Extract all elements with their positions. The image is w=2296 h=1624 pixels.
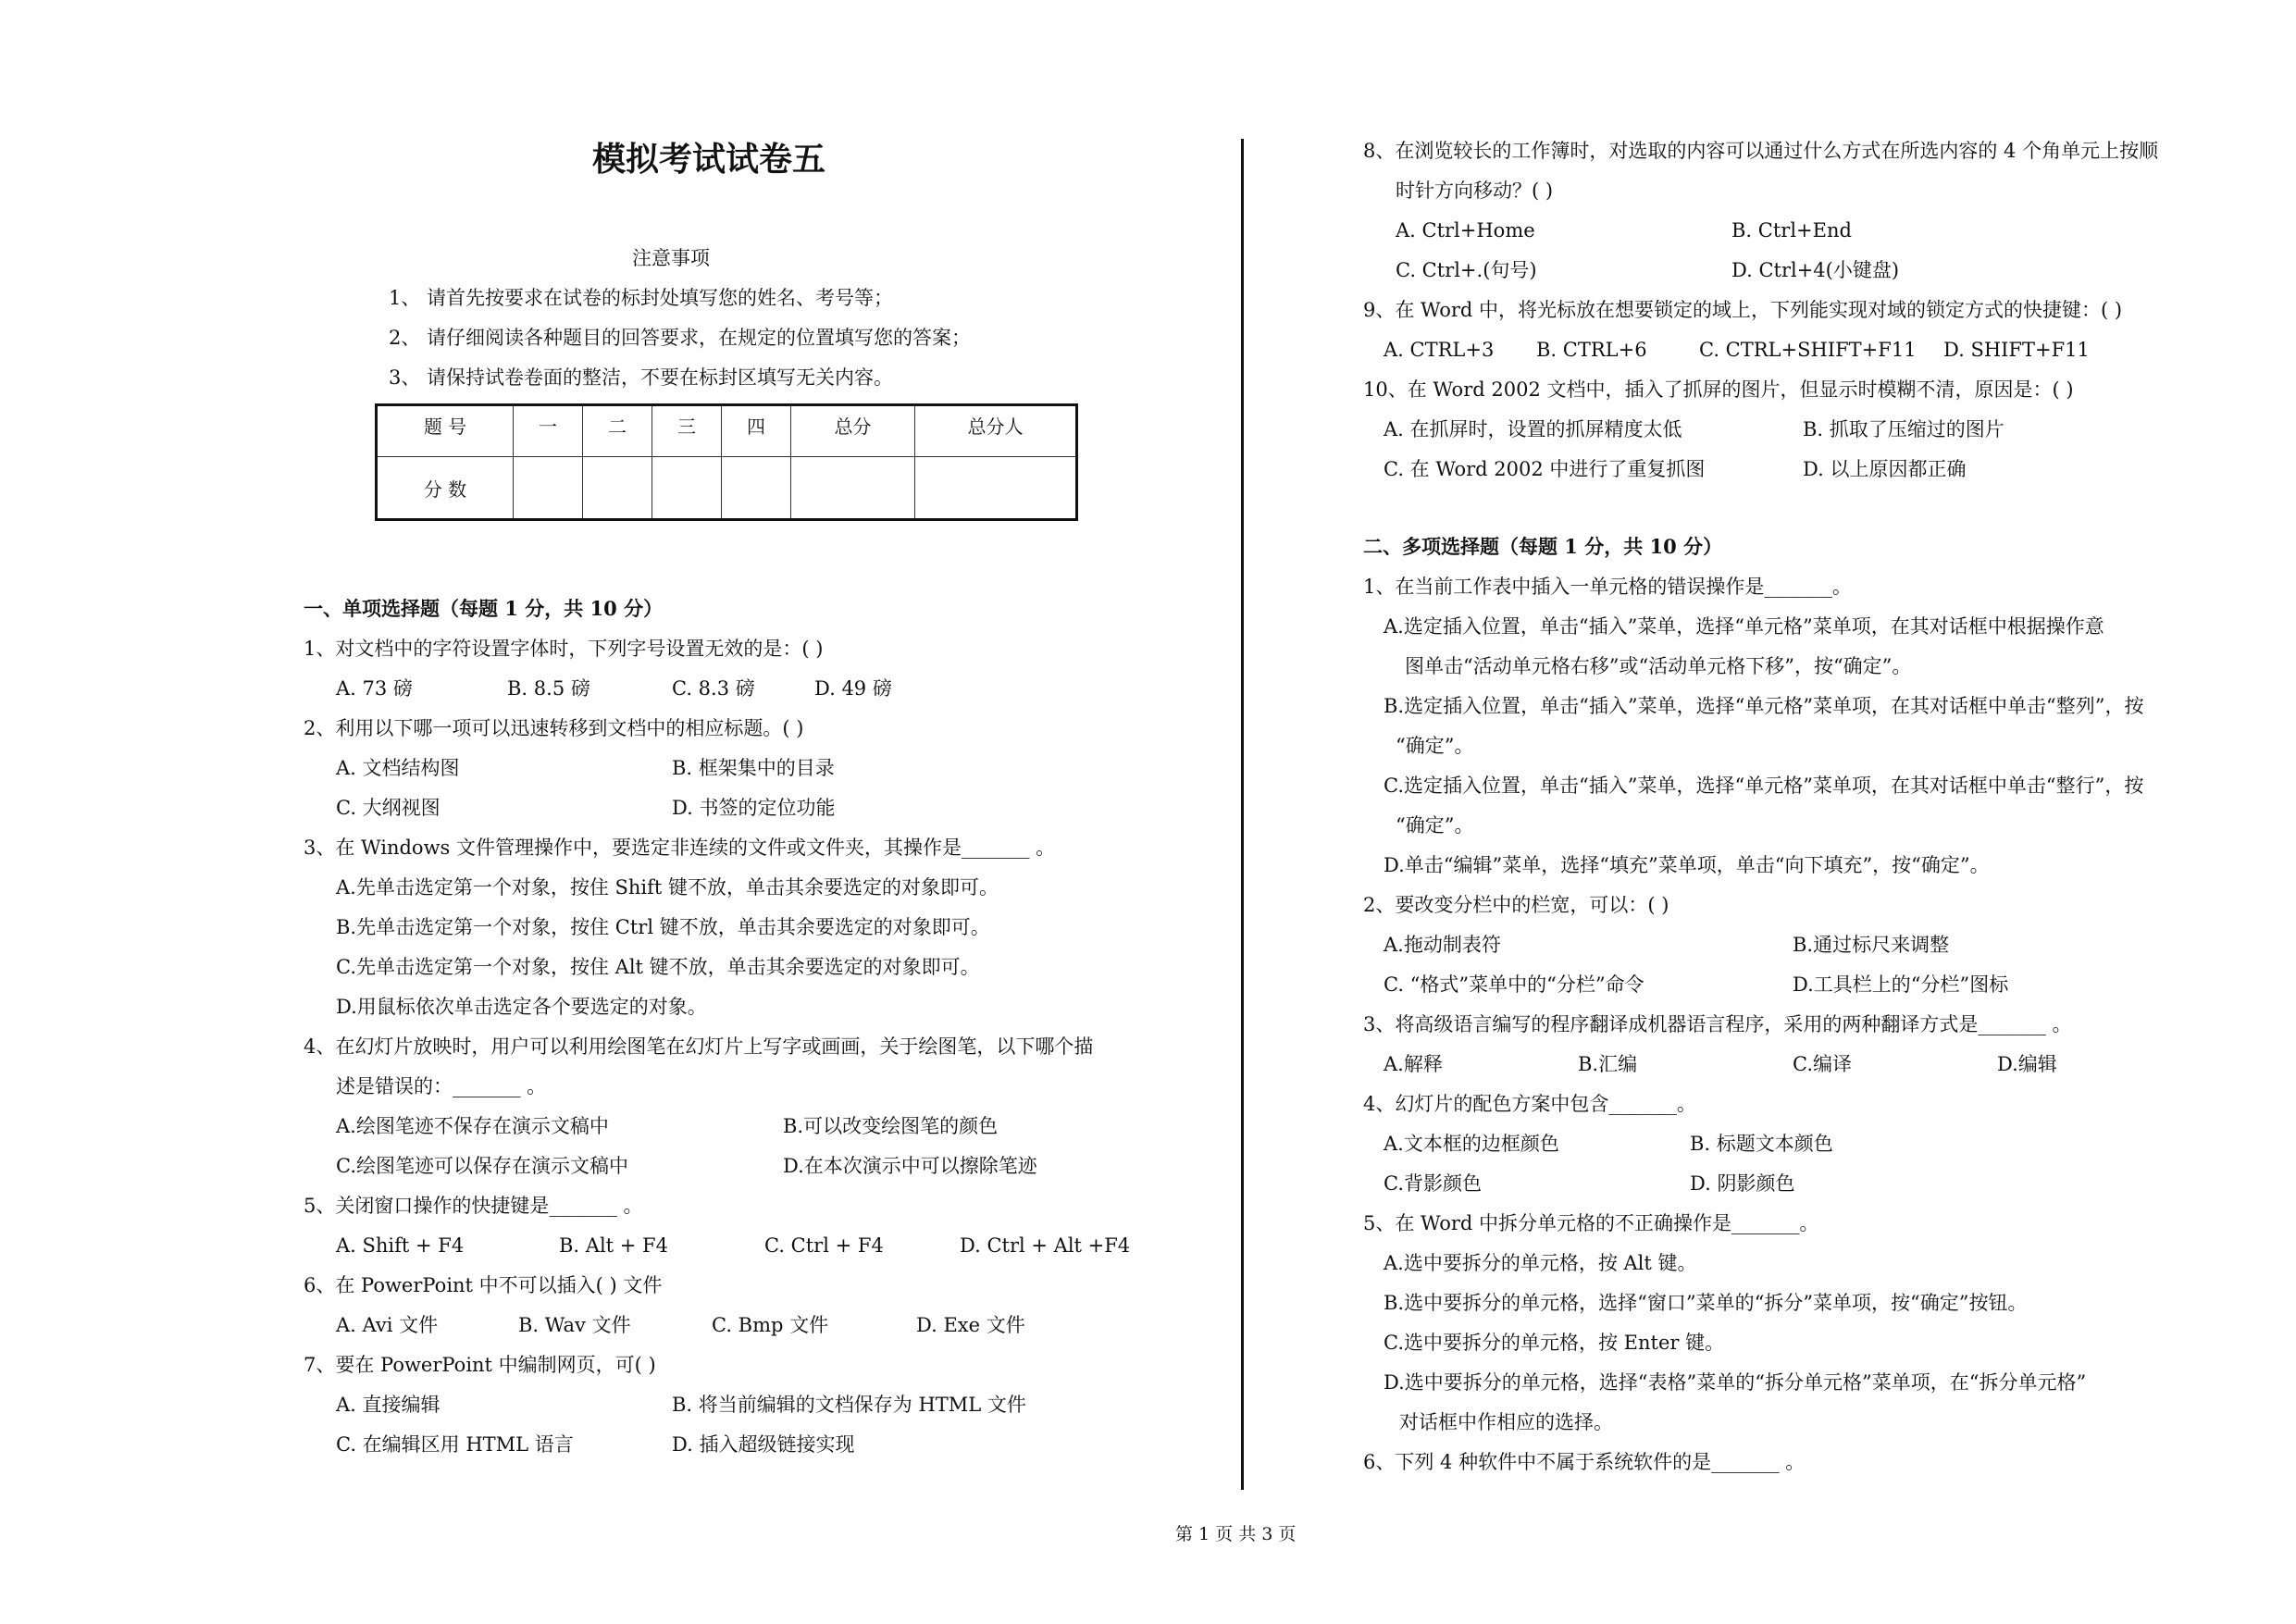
option-text: A.选定插入位置，单击“插入”菜单，选择“单元格”菜单项，在其对话框中根据操作意 [1384,615,2104,638]
question-text: 7、要在 PowerPoint 中编制网页，可( ) [304,1354,656,1376]
option-text: D.编辑 [1997,1053,2057,1075]
score-cell[interactable] [514,457,583,520]
question-text: 8、在浏览较长的工作簿时，对选取的内容可以通过什么方式在所选内容的 4 个角单元上按顺 [1363,140,2159,162]
notice-item: 2、 请仔细阅读各种题目的回答要求，在规定的位置填写您的答案； [389,327,972,349]
question-text: 3、在 Windows 文件管理操作中，要选定非连续的文件或文件夹，其操作是_______ 。 [304,837,1056,859]
score-cell[interactable] [583,457,652,520]
question-text: 1、在当前工作表中插入一单元格的错误操作是_______。 [1363,576,1852,598]
option-text: A. Ctrl+Home [1396,219,1535,242]
option-text: A.选中要拆分的单元格，按 Alt 键。 [1384,1252,1697,1274]
question-text: 6、在 PowerPoint 中不可以插入( ) 文件 [304,1274,663,1296]
score-table-header: 三 [652,405,722,457]
score-table-header: 二 [583,405,652,457]
option-text: C.绘图笔迹可以保存在演示文稿中 [336,1155,628,1177]
score-table-header: 总分人 [915,405,1077,457]
option-text: C. Ctrl+.(句号) [1396,259,1537,281]
option-text: B. 8.5 磅 [507,677,590,700]
option-text: C. CTRL+SHIFT+F11 [1699,339,1917,361]
score-row-label: 分 数 [377,457,514,520]
option-text: C.编译 [1793,1053,1852,1075]
score-cell[interactable] [791,457,915,520]
option-text: C. 在编辑区用 HTML 语言 [336,1433,574,1456]
option-text: D. 书签的定位功能 [672,797,836,819]
question-text: 4、在幻灯片放映时，用户可以利用绘图笔在幻灯片上写字或画画，关于绘图笔，以下哪个描 [304,1035,1094,1058]
option-text: C. Bmp 文件 [712,1314,829,1336]
notice-heading: 注意事项 [632,247,710,269]
question-text: 2、要改变分栏中的栏宽，可以：( ) [1363,894,1669,916]
score-table [375,403,1078,521]
question-text: 1、对文档中的字符设置字体时，下列字号设置无效的是：( ) [304,638,824,660]
option-text: D. 49 磅 [814,677,892,700]
section-heading: 二、多项选择题（每题 1 分，共 10 分） [1363,535,1723,558]
option-text: B. 抓取了压缩过的图片 [1803,418,2004,440]
option-text: A.文本框的边框颜色 [1384,1133,1559,1155]
option-text: B. 框架集中的目录 [672,757,835,779]
option-text: A. CTRL+3 [1384,339,1495,361]
question-text: 9、在 Word 中，将光标放在想要锁定的域上，下列能实现对域的锁定方式的快捷键：( ) [1363,299,2123,321]
option-text: A.拖动制表符 [1384,934,1501,956]
score-cell[interactable] [915,457,1077,520]
option-text: B. Ctrl+End [1731,219,1852,242]
option-text: B.选中要拆分的单元格，选择“窗口”菜单的“拆分”菜单项，按“确定”按钮。 [1384,1292,2028,1314]
question-text: 5、关闭窗口操作的快捷键是_______ 。 [304,1195,643,1217]
option-text: C. 在 Word 2002 中进行了重复抓图 [1384,458,1706,480]
option-text: B.可以改变绘图笔的颜色 [783,1115,999,1137]
question-text: 5、在 Word 中拆分单元格的不正确操作是_______。 [1363,1212,1819,1234]
question-text: 6、下列 4 种软件中不属于系统软件的是_______ 。 [1363,1451,1806,1473]
question-text: 3、将高级语言编写的程序翻译成机器语言程序，采用的两种翻译方式是_______ 。 [1363,1013,2072,1035]
option-text: C.选定插入位置，单击“插入”菜单，选择“单元格”菜单项，在其对话框中单击“整行”，按 [1384,775,2144,797]
option-text: B. 将当前编辑的文档保存为 HTML 文件 [672,1394,1026,1416]
option-text: C. Ctrl + F4 [764,1234,884,1257]
option-text: D. SHIFT+F11 [1943,339,2090,361]
option-text: B.汇编 [1578,1053,1638,1075]
option-text: D.选中要拆分的单元格，选择“表格”菜单的“拆分单元格”菜单项，在“拆分单元格” [1384,1371,2087,1394]
option-text: B. CTRL+6 [1536,339,1647,361]
question-text: 10、在 Word 2002 文档中，插入了抓屏的图片，但显示时模糊不清，原因是：( ) [1363,378,2074,401]
option-text: A. 直接编辑 [336,1394,441,1416]
option-text: D. 插入超级链接实现 [672,1433,855,1456]
score-table-header: 一 [514,405,583,457]
option-text: B. 标题文本颜色 [1690,1133,1833,1155]
score-table-header: 题 号 [377,405,514,457]
option-text: A. Avi 文件 [336,1314,439,1336]
option-text: C. 8.3 磅 [672,677,755,700]
option-text: C.背影颜色 [1384,1172,1482,1195]
page-footer: 第 1 页 共 3 页 [1175,1524,1297,1544]
score-cell[interactable] [722,457,791,520]
option-text: A. 在抓屏时，设置的抓屏精度太低 [1384,418,1682,440]
option-text: C.选中要拆分的单元格，按 Enter 键。 [1384,1332,1725,1354]
question-text: 4、幻灯片的配色方案中包含_______。 [1363,1093,1696,1115]
page-title: 模拟考试试卷五 [592,140,826,179]
notice-item: 3、 请保持试卷卷面的整洁，不要在标封区填写无关内容。 [389,366,894,389]
option-text: A. Shift + F4 [336,1234,465,1257]
option-text: “确定”。 [1396,735,1474,757]
option-text: D. 阴影颜色 [1690,1172,1795,1195]
option-text: A. 73 磅 [336,677,413,700]
question-text: 述是错误的：_______ 。 [336,1075,547,1097]
option-text: B. Alt + F4 [559,1234,668,1257]
option-text: C. “格式”菜单中的“分栏”命令 [1384,973,1644,996]
option-text: 图单击“活动单元格右移”或“活动单元格下移”，按“确定”。 [1405,655,1912,677]
option-text: B. Wav 文件 [518,1314,631,1336]
option-text: D. Exe 文件 [916,1314,1025,1336]
option-text: A.先单击选定第一个对象，按住 Shift 键不放，单击其余要选定的对象即可。 [336,876,999,899]
option-text: A. 文档结构图 [336,757,460,779]
score-table-header: 总分 [791,405,915,457]
option-text: “确定”。 [1396,814,1474,837]
column-divider [1241,139,1244,1490]
option-text: D. 以上原因都正确 [1803,458,1967,480]
option-text: 对话框中作相应的选择。 [1399,1411,1613,1433]
option-text: D.用鼠标依次单击选定各个要选定的对象。 [336,996,707,1018]
option-text: D.单击“编辑”菜单，选择“填充”菜单项，单击“向下填充”，按“确定”。 [1384,854,1990,876]
section-heading: 一、单项选择题（每题 1 分，共 10 分） [304,597,664,620]
option-text: D. Ctrl+4(小键盘) [1731,259,1900,281]
option-text: D.工具栏上的“分栏”图标 [1793,973,2009,996]
option-text: A.解释 [1384,1053,1443,1075]
question-text: 2、利用以下哪一项可以迅速转移到文档中的相应标题。( ) [304,717,804,739]
option-text: C.先单击选定第一个对象，按住 Alt 键不放，单击其余要选定的对象即可。 [336,956,980,978]
option-text: D.在本次演示中可以擦除笔迹 [783,1155,1037,1177]
option-text: B.通过标尺来调整 [1793,934,1950,956]
option-text: B.选定插入位置，单击“插入”菜单，选择“单元格”菜单项，在其对话框中单击“整列”，按 [1384,695,2144,717]
option-text: A.绘图笔迹不保存在演示文稿中 [336,1115,609,1137]
option-text: D. Ctrl + Alt +F4 [960,1234,1131,1257]
option-text: B.先单击选定第一个对象，按住 Ctrl 键不放，单击其余要选定的对象即可。 [336,916,990,938]
option-text: C. 大纲视图 [336,797,441,819]
score-table-header: 四 [722,405,791,457]
notice-item: 1、 请首先按要求在试卷的标封处填写您的姓名、考号等； [389,287,894,309]
question-text: 时针方向移动？( ) [1396,180,1554,202]
score-cell[interactable] [652,457,722,520]
